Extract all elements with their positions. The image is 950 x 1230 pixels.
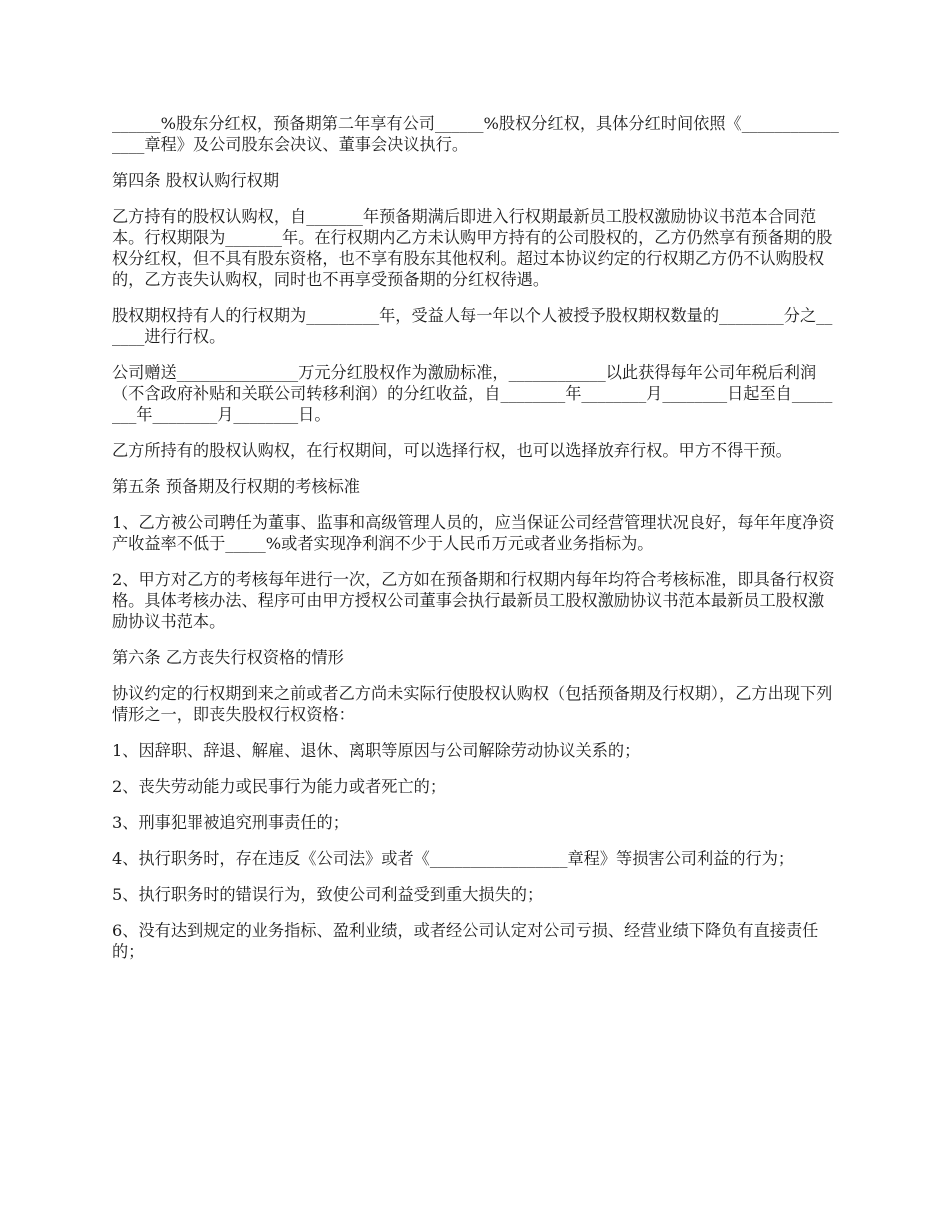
heading-article-4: 第四条 股权认购行权期 bbox=[112, 171, 280, 190]
list-item-assessment-1: 1、乙方被公司聘任为董事、监事和高级管理人员的，应当保证公司经营管理状况良好，每年年度净资产收益率不低于_____%或者实现净利润不少于人民币万元或者业务指标为。 bbox=[112, 513, 835, 553]
list-item-condition-6: 6、没有达到规定的业务指标、盈利业绩，或者经公司认定对公司亏损、经营业绩下降负有直接责任的； bbox=[112, 921, 819, 961]
heading-article-6: 第六条 乙方丧失行权资格的情形 bbox=[112, 648, 344, 667]
list-item-condition-5: 5、执行职务时的错误行为，致使公司利益受到重大损失的； bbox=[112, 885, 544, 904]
heading-article-5: 第五条 预备期及行权期的考核标准 bbox=[112, 477, 360, 496]
paragraph-loss-of-eligibility: 协议约定的行权期到来之前或者乙方尚未实际行使股权认购权（包括预备期及行权期），乙方出现下列情形之一，即丧失股权行权资格： bbox=[112, 684, 833, 724]
list-item-condition-4: 4、执行职务时，存在违反《公司法》或者《_________________章程》等损害公司利益的行为； bbox=[112, 849, 795, 868]
list-item-condition-2: 2、丧失劳动能力或民事行为能力或者死亡的； bbox=[112, 777, 447, 796]
list-item-assessment-2: 2、甲方对乙方的考核每年进行一次，乙方如在预备期和行权期内每年均符合考核标准，即具备行权资格。具体考核办法、程序可由甲方授权公司董事会执行最新员工股权激励协议书范本最新员工股权激励协议书范本。 bbox=[112, 570, 835, 631]
list-item-condition-3: 3、刑事犯罪被追究刑事责任的； bbox=[112, 813, 349, 832]
paragraph-dividend-rights: ______%股东分红权，预备期第二年享有公司______%股权分红权，具体分红时间依照《________________章程》及公司股东会决议、董事会决议执行。 bbox=[112, 114, 839, 154]
document-page bbox=[112, 113, 840, 977]
list-item-condition-1: 1、因辞职、辞退、解雇、退休、离职等原因与公司解除劳动协议关系的； bbox=[112, 741, 641, 760]
paragraph-option-holder-exercise: 股权期权持有人的行权期为_________年，受益人每一年以个人被授予股权期权数量的________分之______进行行权。 bbox=[112, 306, 833, 346]
paragraph-gifted-shares: 公司赠送_______________万元分红股权作为激励标准，____________以此获得每年公司年税后利润（不含政府补贴和关联公司转移利润）的分红收益，自________年________月________日起至自________年________月________日。 bbox=[112, 363, 833, 424]
paragraph-choice-to-exercise: 乙方所持有的股权认购权，在行权期间，可以选择行权，也可以选择放弃行权。甲方不得干预。 bbox=[112, 441, 792, 460]
paragraph-exercise-period: 乙方持有的股权认购权，自_______年预备期满后即进入行权期最新员工股权激励协议书范本合同范本。行权期限为_______年。在行权期内乙方未认购甲方持有的公司股权的，乙方仍然享有预备期的股权分红权，但不具有股东资格，也不享有股东其他权利。超过本协议约定的行权期乙方仍不认购股权的，乙方丧失认购权，同时也不再享受预备期的分红权待遇。 bbox=[112, 207, 833, 289]
